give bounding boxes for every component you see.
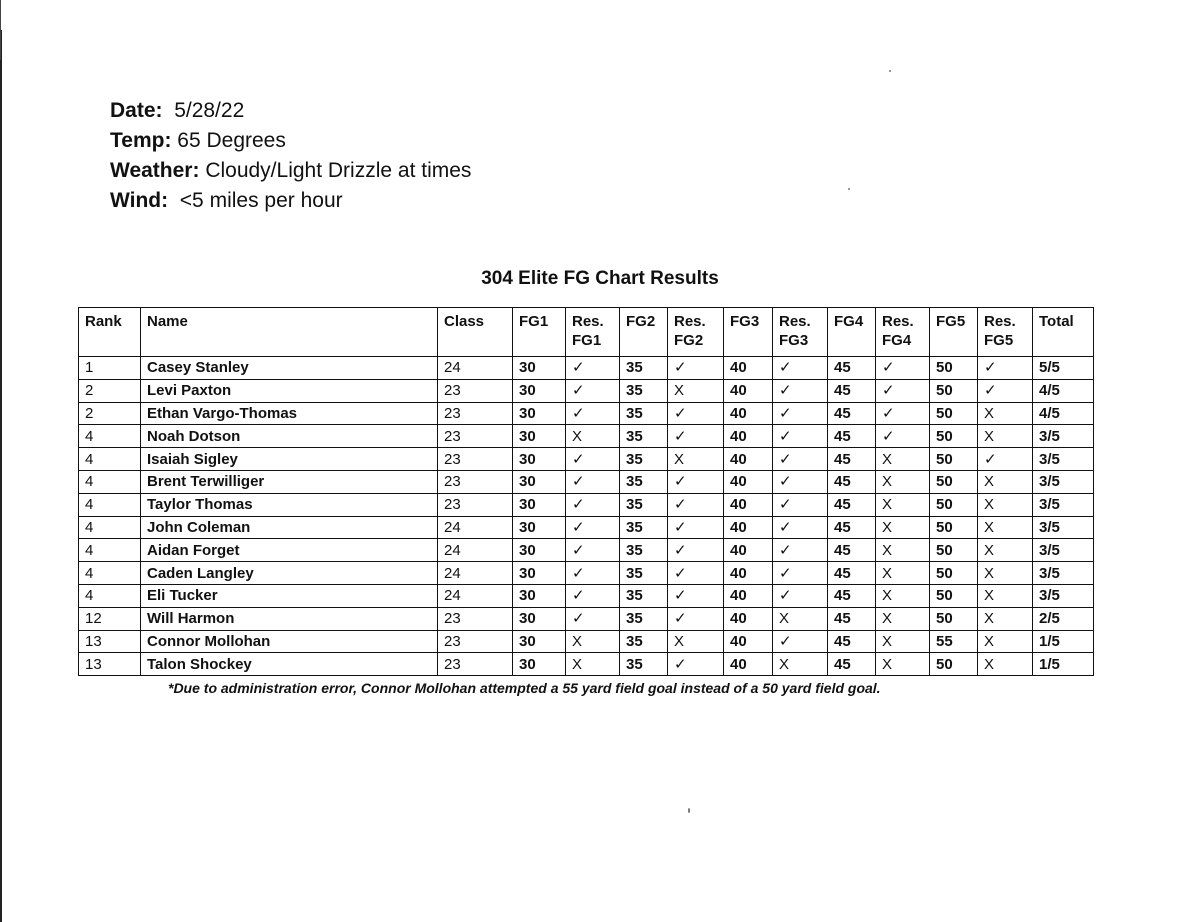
result-mark: X — [978, 425, 1033, 448]
cell-name: Eli Tucker — [141, 584, 438, 607]
table-row — [79, 493, 1094, 516]
cell-rank: 1 — [79, 357, 141, 380]
cell-fg1: 30 — [513, 402, 566, 425]
cell-fg1: 30 — [513, 607, 566, 630]
table-row — [79, 448, 1094, 471]
result-mark: ✓ — [668, 493, 724, 516]
cell-class: 24 — [438, 357, 513, 380]
temp-value: 65 Degrees — [177, 129, 286, 152]
column-header-label: FG2 — [626, 313, 656, 330]
cell-fg4: 45 — [828, 470, 876, 493]
cell-class: 24 — [438, 539, 513, 562]
cell-fg3: 40 — [724, 607, 773, 630]
cell-rank: 4 — [79, 425, 141, 448]
cell-fg3: 40 — [724, 493, 773, 516]
chart-title: 304 Elite FG Chart Results — [481, 268, 719, 289]
column-header — [438, 308, 513, 357]
scan-speck — [848, 188, 850, 190]
cell-class: 23 — [438, 470, 513, 493]
cell-total: 4/5 — [1033, 402, 1094, 425]
cell-fg4: 45 — [828, 425, 876, 448]
result-mark: X — [876, 493, 930, 516]
cell-name: Connor Mollohan — [141, 630, 438, 653]
cell-fg2: 35 — [620, 493, 668, 516]
cell-total: 3/5 — [1033, 425, 1094, 448]
cell-class: 23 — [438, 653, 513, 676]
cell-class: 23 — [438, 402, 513, 425]
footnote: *Due to administration error, Connor Mollohan attempted a 55 yard field goal instead of a 50 yard field goal. — [168, 680, 881, 696]
column-header-label: FG1 — [572, 332, 602, 349]
cell-fg4: 45 — [828, 402, 876, 425]
scan-edge-top — [0, 0, 1, 60]
cell-fg3: 40 — [724, 379, 773, 402]
cell-rank: 4 — [79, 493, 141, 516]
cell-fg1: 30 — [513, 493, 566, 516]
wind-line — [110, 186, 471, 216]
cell-class: 23 — [438, 630, 513, 653]
cell-fg4: 45 — [828, 516, 876, 539]
cell-rank: 4 — [79, 516, 141, 539]
column-header — [141, 308, 438, 357]
cell-fg5: 50 — [930, 357, 978, 380]
scan-speck — [688, 808, 690, 813]
result-mark: ✓ — [876, 425, 930, 448]
cell-fg1: 30 — [513, 630, 566, 653]
result-mark: ✓ — [668, 539, 724, 562]
result-mark: X — [876, 607, 930, 630]
cell-fg5: 50 — [930, 584, 978, 607]
column-header-label: FG5 — [936, 313, 966, 330]
cell-total: 3/5 — [1033, 562, 1094, 585]
result-mark: X — [773, 607, 828, 630]
cell-class: 24 — [438, 516, 513, 539]
cell-fg3: 40 — [724, 539, 773, 562]
cell-rank: 4 — [79, 470, 141, 493]
table-row — [79, 607, 1094, 630]
result-mark: ✓ — [773, 562, 828, 585]
result-mark: X — [978, 630, 1033, 653]
scan-speck — [889, 70, 891, 72]
cell-name: Ethan Vargo-Thomas — [141, 402, 438, 425]
cell-name: Caden Langley — [141, 562, 438, 585]
cell-name: Brent Terwilliger — [141, 470, 438, 493]
cell-fg5: 50 — [930, 607, 978, 630]
cell-class: 23 — [438, 607, 513, 630]
cell-fg4: 45 — [828, 448, 876, 471]
cell-rank: 2 — [79, 402, 141, 425]
table-row — [79, 516, 1094, 539]
cell-rank: 4 — [79, 539, 141, 562]
cell-rank: 4 — [79, 562, 141, 585]
cell-fg3: 40 — [724, 630, 773, 653]
cell-fg4: 45 — [828, 653, 876, 676]
result-mark: X — [978, 584, 1033, 607]
cell-rank: 13 — [79, 630, 141, 653]
result-mark: ✓ — [773, 516, 828, 539]
cell-fg3: 40 — [724, 425, 773, 448]
cell-fg2: 35 — [620, 562, 668, 585]
result-mark: ✓ — [566, 539, 620, 562]
result-mark: X — [978, 539, 1033, 562]
cell-fg1: 30 — [513, 379, 566, 402]
result-mark: X — [876, 448, 930, 471]
table-row — [79, 562, 1094, 585]
cell-total: 1/5 — [1033, 653, 1094, 676]
result-mark: X — [978, 470, 1033, 493]
weather-value: Cloudy/Light Drizzle at times — [205, 159, 472, 182]
column-header — [876, 308, 930, 357]
result-mark: X — [773, 653, 828, 676]
result-mark: ✓ — [668, 357, 724, 380]
cell-fg5: 50 — [930, 516, 978, 539]
cell-fg5: 50 — [930, 493, 978, 516]
cell-fg5: 50 — [930, 379, 978, 402]
cell-total: 1/5 — [1033, 630, 1094, 653]
cell-fg2: 35 — [620, 630, 668, 653]
cell-class: 23 — [438, 493, 513, 516]
result-mark: X — [876, 539, 930, 562]
cell-fg4: 45 — [828, 607, 876, 630]
result-mark: X — [668, 448, 724, 471]
table-row — [79, 539, 1094, 562]
cell-rank: 13 — [79, 653, 141, 676]
cell-name: Levi Paxton — [141, 379, 438, 402]
cell-name: Taylor Thomas — [141, 493, 438, 516]
result-mark: ✓ — [773, 584, 828, 607]
cell-fg1: 30 — [513, 562, 566, 585]
cell-fg5: 50 — [930, 562, 978, 585]
column-header-label: Res. — [572, 313, 604, 330]
column-header-label: FG5 — [984, 332, 1014, 349]
result-mark: ✓ — [876, 402, 930, 425]
cell-fg2: 35 — [620, 357, 668, 380]
result-mark: X — [978, 402, 1033, 425]
cell-fg5: 50 — [930, 448, 978, 471]
result-mark: ✓ — [773, 379, 828, 402]
column-header — [930, 308, 978, 357]
column-header — [566, 308, 620, 357]
column-header — [978, 308, 1033, 357]
date-value: 5/28/22 — [174, 99, 245, 122]
cell-fg1: 30 — [513, 470, 566, 493]
cell-rank: 2 — [79, 379, 141, 402]
result-mark: ✓ — [668, 425, 724, 448]
result-mark: ✓ — [773, 493, 828, 516]
column-header-label: Name — [147, 313, 188, 330]
temp-label: Temp: — [110, 129, 172, 152]
result-mark: ✓ — [773, 539, 828, 562]
table-header-row — [79, 308, 1094, 357]
result-mark: X — [876, 584, 930, 607]
column-header — [620, 308, 668, 357]
result-mark: X — [978, 653, 1033, 676]
column-header — [724, 308, 773, 357]
result-mark: ✓ — [773, 357, 828, 380]
column-header — [773, 308, 828, 357]
cell-fg2: 35 — [620, 516, 668, 539]
cell-rank: 4 — [79, 448, 141, 471]
wind-label: Wind: — [110, 189, 169, 212]
cell-fg3: 40 — [724, 562, 773, 585]
cell-name: Talon Shockey — [141, 653, 438, 676]
cell-name: Will Harmon — [141, 607, 438, 630]
result-mark: ✓ — [668, 470, 724, 493]
result-mark: ✓ — [668, 653, 724, 676]
scan-edge — [0, 30, 2, 922]
cell-fg2: 35 — [620, 653, 668, 676]
cell-total: 3/5 — [1033, 584, 1094, 607]
cell-fg2: 35 — [620, 584, 668, 607]
result-mark: X — [876, 470, 930, 493]
date-label: Date: — [110, 99, 163, 122]
table-row — [79, 630, 1094, 653]
cell-fg2: 35 — [620, 470, 668, 493]
cell-fg4: 45 — [828, 539, 876, 562]
cell-fg2: 35 — [620, 448, 668, 471]
cell-name: John Coleman — [141, 516, 438, 539]
temp-line — [110, 126, 471, 156]
weather-label: Weather: — [110, 159, 200, 182]
result-mark: ✓ — [668, 607, 724, 630]
cell-fg2: 35 — [620, 379, 668, 402]
column-header-label: FG3 — [779, 332, 809, 349]
cell-class: 23 — [438, 425, 513, 448]
cell-fg5: 50 — [930, 539, 978, 562]
result-mark: X — [876, 653, 930, 676]
result-mark: ✓ — [566, 448, 620, 471]
cell-rank: 12 — [79, 607, 141, 630]
cell-fg1: 30 — [513, 539, 566, 562]
cell-fg1: 30 — [513, 357, 566, 380]
result-mark: ✓ — [566, 357, 620, 380]
column-header-label: FG4 — [834, 313, 864, 330]
column-header-label: FG3 — [730, 313, 760, 330]
result-mark: ✓ — [566, 562, 620, 585]
cell-fg4: 45 — [828, 562, 876, 585]
table-row — [79, 470, 1094, 493]
cell-fg1: 30 — [513, 425, 566, 448]
result-mark: ✓ — [566, 379, 620, 402]
column-header-label: Res. — [882, 313, 914, 330]
column-header-label: FG2 — [674, 332, 704, 349]
cell-total: 5/5 — [1033, 357, 1094, 380]
results-table — [78, 307, 1094, 676]
result-mark: ✓ — [566, 470, 620, 493]
cell-fg3: 40 — [724, 516, 773, 539]
result-mark: ✓ — [566, 607, 620, 630]
column-header-label: Total — [1039, 313, 1074, 330]
result-mark: ✓ — [773, 470, 828, 493]
column-header — [668, 308, 724, 357]
result-mark: ✓ — [668, 584, 724, 607]
cell-fg5: 55 — [930, 630, 978, 653]
result-mark: ✓ — [773, 425, 828, 448]
cell-total: 2/5 — [1033, 607, 1094, 630]
cell-fg4: 45 — [828, 357, 876, 380]
cell-fg5: 50 — [930, 425, 978, 448]
cell-name: Noah Dotson — [141, 425, 438, 448]
cell-name: Aidan Forget — [141, 539, 438, 562]
result-mark: X — [876, 562, 930, 585]
cell-fg2: 35 — [620, 607, 668, 630]
result-mark: X — [876, 516, 930, 539]
weather-line — [110, 156, 471, 186]
table-row — [79, 357, 1094, 380]
cell-class: 24 — [438, 562, 513, 585]
result-mark: ✓ — [773, 402, 828, 425]
cell-class: 24 — [438, 584, 513, 607]
cell-fg3: 40 — [724, 470, 773, 493]
column-header-label: Res. — [984, 313, 1016, 330]
result-mark: X — [978, 562, 1033, 585]
result-mark: ✓ — [668, 516, 724, 539]
wind-value: <5 miles per hour — [179, 189, 343, 212]
column-header-label: Rank — [85, 313, 122, 330]
result-mark: X — [978, 516, 1033, 539]
result-mark: ✓ — [668, 402, 724, 425]
table-row — [79, 653, 1094, 676]
result-mark: ✓ — [566, 516, 620, 539]
column-header-label: Res. — [779, 313, 811, 330]
cell-fg1: 30 — [513, 448, 566, 471]
result-mark: ✓ — [566, 493, 620, 516]
cell-fg3: 40 — [724, 357, 773, 380]
result-mark: X — [566, 425, 620, 448]
result-mark: X — [978, 493, 1033, 516]
result-mark: ✓ — [978, 448, 1033, 471]
cell-fg4: 45 — [828, 379, 876, 402]
result-mark: ✓ — [773, 630, 828, 653]
cell-fg5: 50 — [930, 470, 978, 493]
cell-fg4: 45 — [828, 630, 876, 653]
result-mark: ✓ — [876, 379, 930, 402]
cell-total: 3/5 — [1033, 448, 1094, 471]
info-header — [110, 96, 471, 216]
cell-fg1: 30 — [513, 653, 566, 676]
cell-class: 23 — [438, 448, 513, 471]
cell-total: 3/5 — [1033, 493, 1094, 516]
result-mark: ✓ — [668, 562, 724, 585]
column-header — [513, 308, 566, 357]
cell-fg5: 50 — [930, 653, 978, 676]
cell-fg1: 30 — [513, 516, 566, 539]
column-header-label: Class — [444, 313, 485, 330]
cell-total: 4/5 — [1033, 379, 1094, 402]
result-mark: ✓ — [978, 379, 1033, 402]
result-mark: ✓ — [876, 357, 930, 380]
cell-name: Isaiah Sigley — [141, 448, 438, 471]
table-row — [79, 402, 1094, 425]
cell-total: 3/5 — [1033, 539, 1094, 562]
cell-fg3: 40 — [724, 584, 773, 607]
table-row — [79, 425, 1094, 448]
cell-fg3: 40 — [724, 653, 773, 676]
cell-fg2: 35 — [620, 539, 668, 562]
result-mark: X — [978, 607, 1033, 630]
result-mark: X — [876, 630, 930, 653]
cell-fg2: 35 — [620, 402, 668, 425]
result-mark: ✓ — [773, 448, 828, 471]
cell-total: 3/5 — [1033, 516, 1094, 539]
cell-fg3: 40 — [724, 448, 773, 471]
cell-fg3: 40 — [724, 402, 773, 425]
table-body — [79, 357, 1094, 676]
result-mark: X — [566, 653, 620, 676]
cell-fg5: 50 — [930, 402, 978, 425]
cell-class: 23 — [438, 379, 513, 402]
column-header — [828, 308, 876, 357]
cell-rank: 4 — [79, 584, 141, 607]
result-mark: ✓ — [978, 357, 1033, 380]
column-header-label: Res. — [674, 313, 706, 330]
result-mark: X — [668, 379, 724, 402]
column-header-label: FG4 — [882, 332, 912, 349]
date-line — [110, 96, 471, 126]
cell-fg4: 45 — [828, 493, 876, 516]
column-header — [1033, 308, 1094, 357]
result-mark: ✓ — [566, 402, 620, 425]
column-header-label: FG1 — [519, 313, 549, 330]
result-mark: X — [566, 630, 620, 653]
cell-total: 3/5 — [1033, 470, 1094, 493]
cell-fg1: 30 — [513, 584, 566, 607]
cell-fg2: 35 — [620, 425, 668, 448]
column-header — [79, 308, 141, 357]
result-mark: X — [668, 630, 724, 653]
cell-fg4: 45 — [828, 584, 876, 607]
result-mark: ✓ — [566, 584, 620, 607]
cell-name: Casey Stanley — [141, 357, 438, 380]
table-row — [79, 584, 1094, 607]
table-row — [79, 379, 1094, 402]
